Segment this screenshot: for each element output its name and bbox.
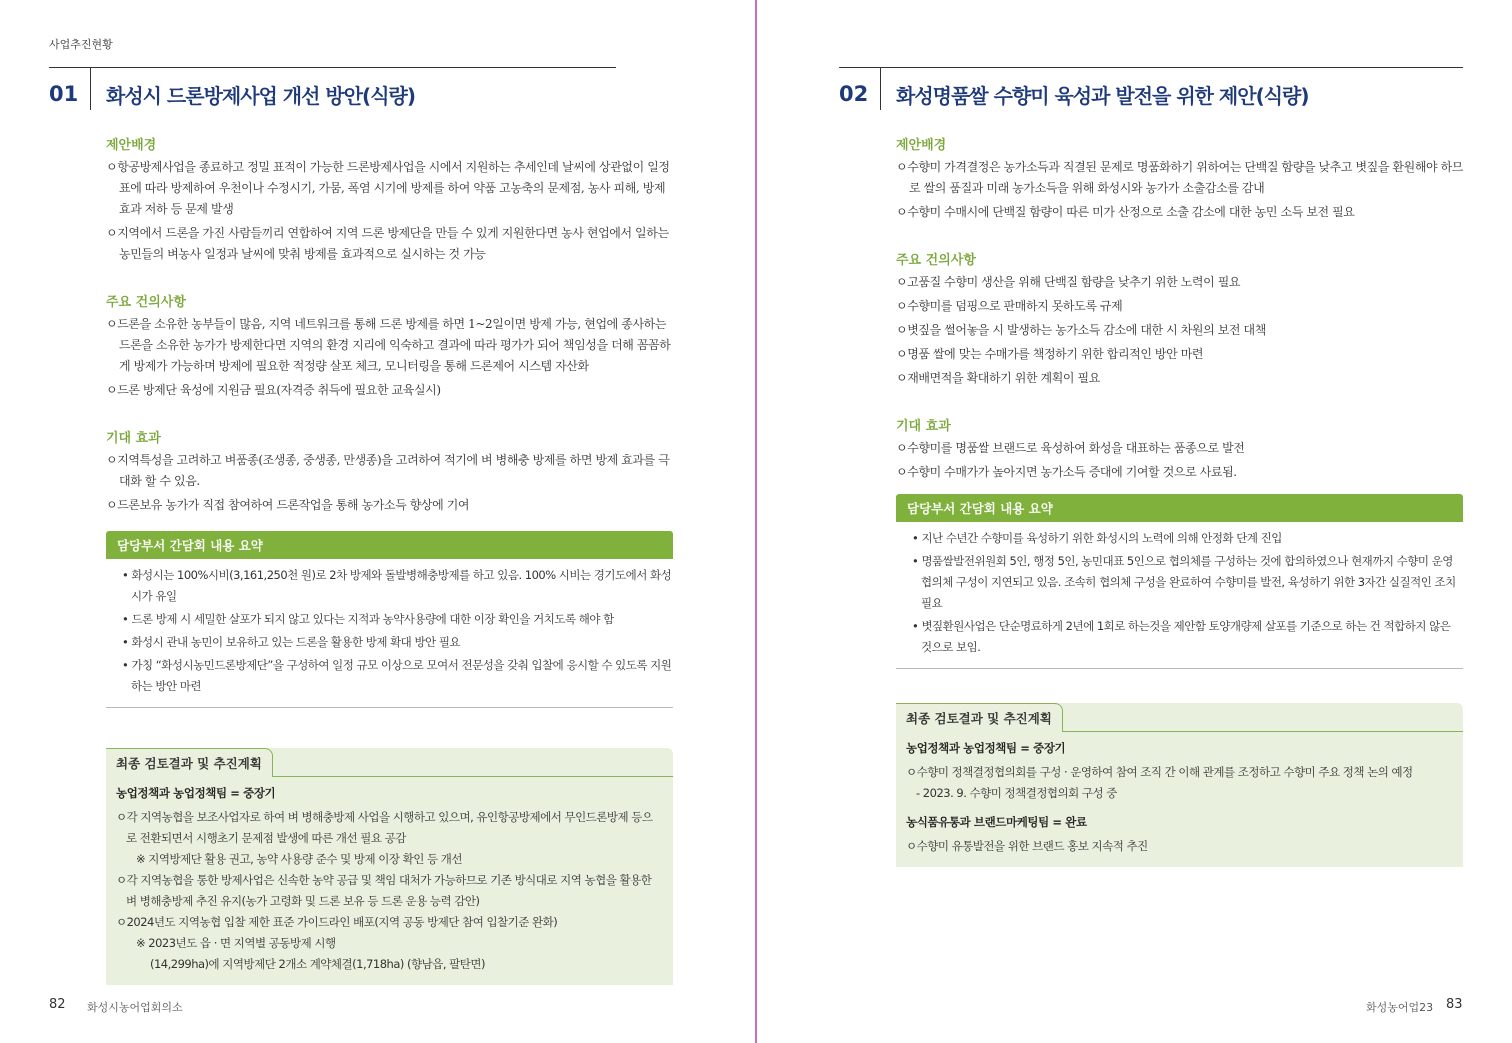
top-rule (839, 67, 1463, 68)
bullet: ㅇ수향미를 덤핑으로 판매하지 못하도록 규제 (896, 299, 1123, 313)
heading-effects: 기대 효과 (896, 419, 951, 434)
left-page (49, 0, 672, 1043)
bullet: ㅇ지역에서 드론을 가진 사람들끼리 연합하여 지역 드론 방제단을 만들 수 있게 지원한다면 농사 현업에서 일하는 농민들의 벼농사 일정과 날씨에 맞춰 방제를 효과적으로 실시하는 것 가능 (106, 226, 669, 261)
page-footer-right: 화성농어업23 (1366, 1001, 1434, 1014)
final-subheading: 농식품유통과 브랜드마케팅팀 = 완료 (906, 815, 1087, 829)
final-review-tab: 최종 검토결과 및 추진계획 (106, 748, 273, 777)
bullet: ㅇ지역특성을 고려하고 벼품종(조생종, 중생종, 만생종)을 고려하여 적기에 벼 병해충 방제를 하면 방제 효과를 극대화 할 수 있음. (106, 453, 670, 488)
bullet: ㅇ드론을 소유한 농부들이 많음, 지역 네트워크를 통해 드론 방제를 하면 1~2일이면 방제 가능, 현업에 종사하는 드론을 소유한 농가가 방제한다면 지역의 환경 지리에 익숙하고 결과에 따라 평가가 되어 책임성을 더해 꼼꼼하게 방제가 가능하며 방제에 필요한 적정량 살포 체크, 모니터링을 통해 드론제어 시스템 자산화 (106, 317, 671, 373)
final-note: ※ 지역방제단 활용 권고, 농약 사용량 준수 및 방제 이장 확인 등 개선 (136, 852, 462, 866)
heading-background: 제안배경 (106, 138, 157, 153)
section-divider (90, 68, 91, 110)
final-review-panel (896, 703, 1463, 867)
bullet: ㅇ수향미 가격결정은 농가소득과 직결된 문제로 명품화하기 위하여는 단백질 함량을 낮추고 볏짚을 환원해야 하므로 쌀의 품질과 미래 농가소득을 위해 화성시와 농가가 소출감소를 감내 (896, 160, 1464, 195)
final-subheading: 농업정책과 농업정책팀 = 중장기 (906, 741, 1066, 755)
summary-box (106, 559, 673, 708)
final-subheading: 농업정책과 농업정책팀 = 중장기 (116, 786, 276, 800)
bullet: ㅇ명품 쌀에 맞는 수매가를 책정하기 위한 합리적인 방안 마련 (896, 347, 1204, 361)
summary-item: • 드론 방제 시 세밀한 살포가 되지 않고 있다는 지적과 농약사용량에 대한 이장 확인을 거치도록 해야 함 (122, 612, 614, 626)
summary-item: • 명품쌀발전위원회 5인, 행정 5인, 농민대표 5인으로 협의체를 구성하는 것에 합의하였으나 현재까지 수향미 운영협의체 구성이 지연되고 있음. 조속히 협의체 구성을 완료하여 수향미를 발전, 육성하기 위한 3자간 실질적인 조치 필요 (912, 554, 1456, 610)
heading-suggestions: 주요 건의사항 (106, 295, 186, 310)
page-number-left: 82 (49, 997, 66, 1012)
left-body (106, 134, 673, 985)
summary-item: • 가칭 “화성시농민드론방제단”을 구성하여 일정 규모 이상으로 모여서 전문성을 갖춰 입찰에 응시할 수 있도록 지원하는 방안 마련 (122, 658, 672, 693)
heading-suggestions: 주요 건의사항 (896, 253, 976, 268)
bullet: ㅇ수향미 수매가가 높아지면 농가소득 증대에 기여할 것으로 사료됨. (896, 465, 1237, 479)
top-rule (49, 67, 616, 68)
spine-line (755, 0, 757, 1043)
summary-item: • 볏짚환원사업은 단순명료하게 2년에 1회로 하는것을 제안함 토양개량제 살포를 기준으로 하는 건 적합하지 않은 것으로 보임. (912, 619, 1451, 654)
final-note: ※ 2023년도 읍 · 면 지역별 공동방제 시행 (136, 936, 336, 950)
section-title: 화성시 드론방제사업 개선 방안(식량) (106, 84, 415, 108)
heading-effects: 기대 효과 (106, 431, 161, 446)
section-title: 화성명품쌀 수향미 육성과 발전을 위한 제안(식량) (896, 84, 1309, 108)
summary-box (896, 522, 1463, 669)
bullet: ㅇ수향미 수매시에 단백질 함량이 따른 미가 산정으로 소출 감소에 대한 농민 소득 보전 필요 (896, 205, 1355, 219)
section-number: 01 (49, 82, 79, 106)
bullet: ㅇ항공방제사업을 종료하고 정밀 표적이 가능한 드론방제사업을 시에서 지원하는 추세인데 날씨에 상관없이 일정표에 따라 방제하여 우천이나 수정시기, 가뭄, 폭염 시기에 방제를 하여 약품 고농축의 문제점, 농사 피해, 방제효과 저하 등 문제 발생 (106, 160, 670, 216)
final-item: ㅇ각 지역농협을 보조사업자로 하여 벼 병해충방제 사업을 시행하고 있으며, 유인항공방제에서 무인드론방제 등으로 전환되면서 시행초기 문제점 발생에 따른 개선 필요 공감 (116, 810, 653, 845)
right-body (896, 134, 1463, 867)
summary-bar: 담당부서 간담회 내용 요약 (896, 494, 1463, 522)
bullet: ㅇ고품질 수향미 생산을 위해 단백질 함량을 낮추기 위한 노력이 필요 (896, 275, 1241, 289)
bullet: ㅇ드론보유 농가가 직접 참여하여 드론작업을 통해 농가소득 향상에 기여 (106, 498, 470, 512)
final-item: ㅇ수향미 정책결정협의회를 구성 · 운영하여 참여 조직 간 이해 관계를 조정하고 수향미 주요 정책 논의 예정 (906, 765, 1413, 779)
right-page (839, 0, 1463, 1043)
page-number-right: 83 (1446, 997, 1463, 1012)
section-number: 02 (839, 82, 869, 106)
final-note: - 2023. 9. 수향미 정책결정협의회 구성 중 (916, 786, 1117, 800)
summary-bar: 담당부서 간담회 내용 요약 (106, 531, 673, 559)
bullet: ㅇ볏짚을 썰어놓을 시 발생하는 농가소득 감소에 대한 시 차원의 보전 대책 (896, 323, 1266, 337)
running-head: 사업추진현황 (49, 38, 113, 51)
final-note: (14,299ha)에 지역방제단 2개소 계약체결(1,718ha) (향남읍, 팔탄면) (150, 957, 485, 971)
final-review-tab: 최종 검토결과 및 추진계획 (896, 703, 1063, 732)
bullet: ㅇ수향미를 명품쌀 브랜드로 육성하여 화성을 대표하는 품종으로 발전 (896, 441, 1245, 455)
final-item: ㅇ수향미 유통발전을 위한 브랜드 홍보 지속적 추진 (906, 839, 1148, 853)
page-footer-left: 화성시농어업회의소 (87, 1001, 183, 1014)
bullet: ㅇ드론 방제단 육성에 지원금 필요(자격증 취득에 필요한 교육실시) (106, 383, 441, 397)
summary-item: • 지난 수년간 수향미를 육성하기 위한 화성시의 노력에 의해 안정화 단계 진입 (912, 531, 1282, 545)
summary-item: • 화성시 관내 농민이 보유하고 있는 드론을 활용한 방제 확대 방안 필요 (122, 635, 461, 649)
summary-item: • 화성시는 100%시비(3,161,250천 원)로 2차 방제와 돌발병해충방제를 하고 있음. 100% 시비는 경기도에서 화성시가 유일 (122, 568, 672, 603)
final-review-panel (106, 748, 673, 985)
heading-background: 제안배경 (896, 138, 947, 153)
section-divider (880, 68, 881, 110)
final-item: ㅇ2024년도 지역농협 입찰 제한 표준 가이드라인 배포(지역 공동 방제단 참여 입찰기준 완화) (116, 915, 558, 929)
final-item: ㅇ각 지역농협을 통한 방제사업은 신속한 농약 공급 및 책임 대처가 가능하므로 기존 방식대로 지역 농협을 활용한 벼 병해충방제 추진 유지(농가 고령화 및 드론 보유 등 드론 운용 능력 감안) (116, 873, 652, 908)
bullet: ㅇ재배면적을 확대하기 위한 계획이 필요 (896, 371, 1100, 385)
